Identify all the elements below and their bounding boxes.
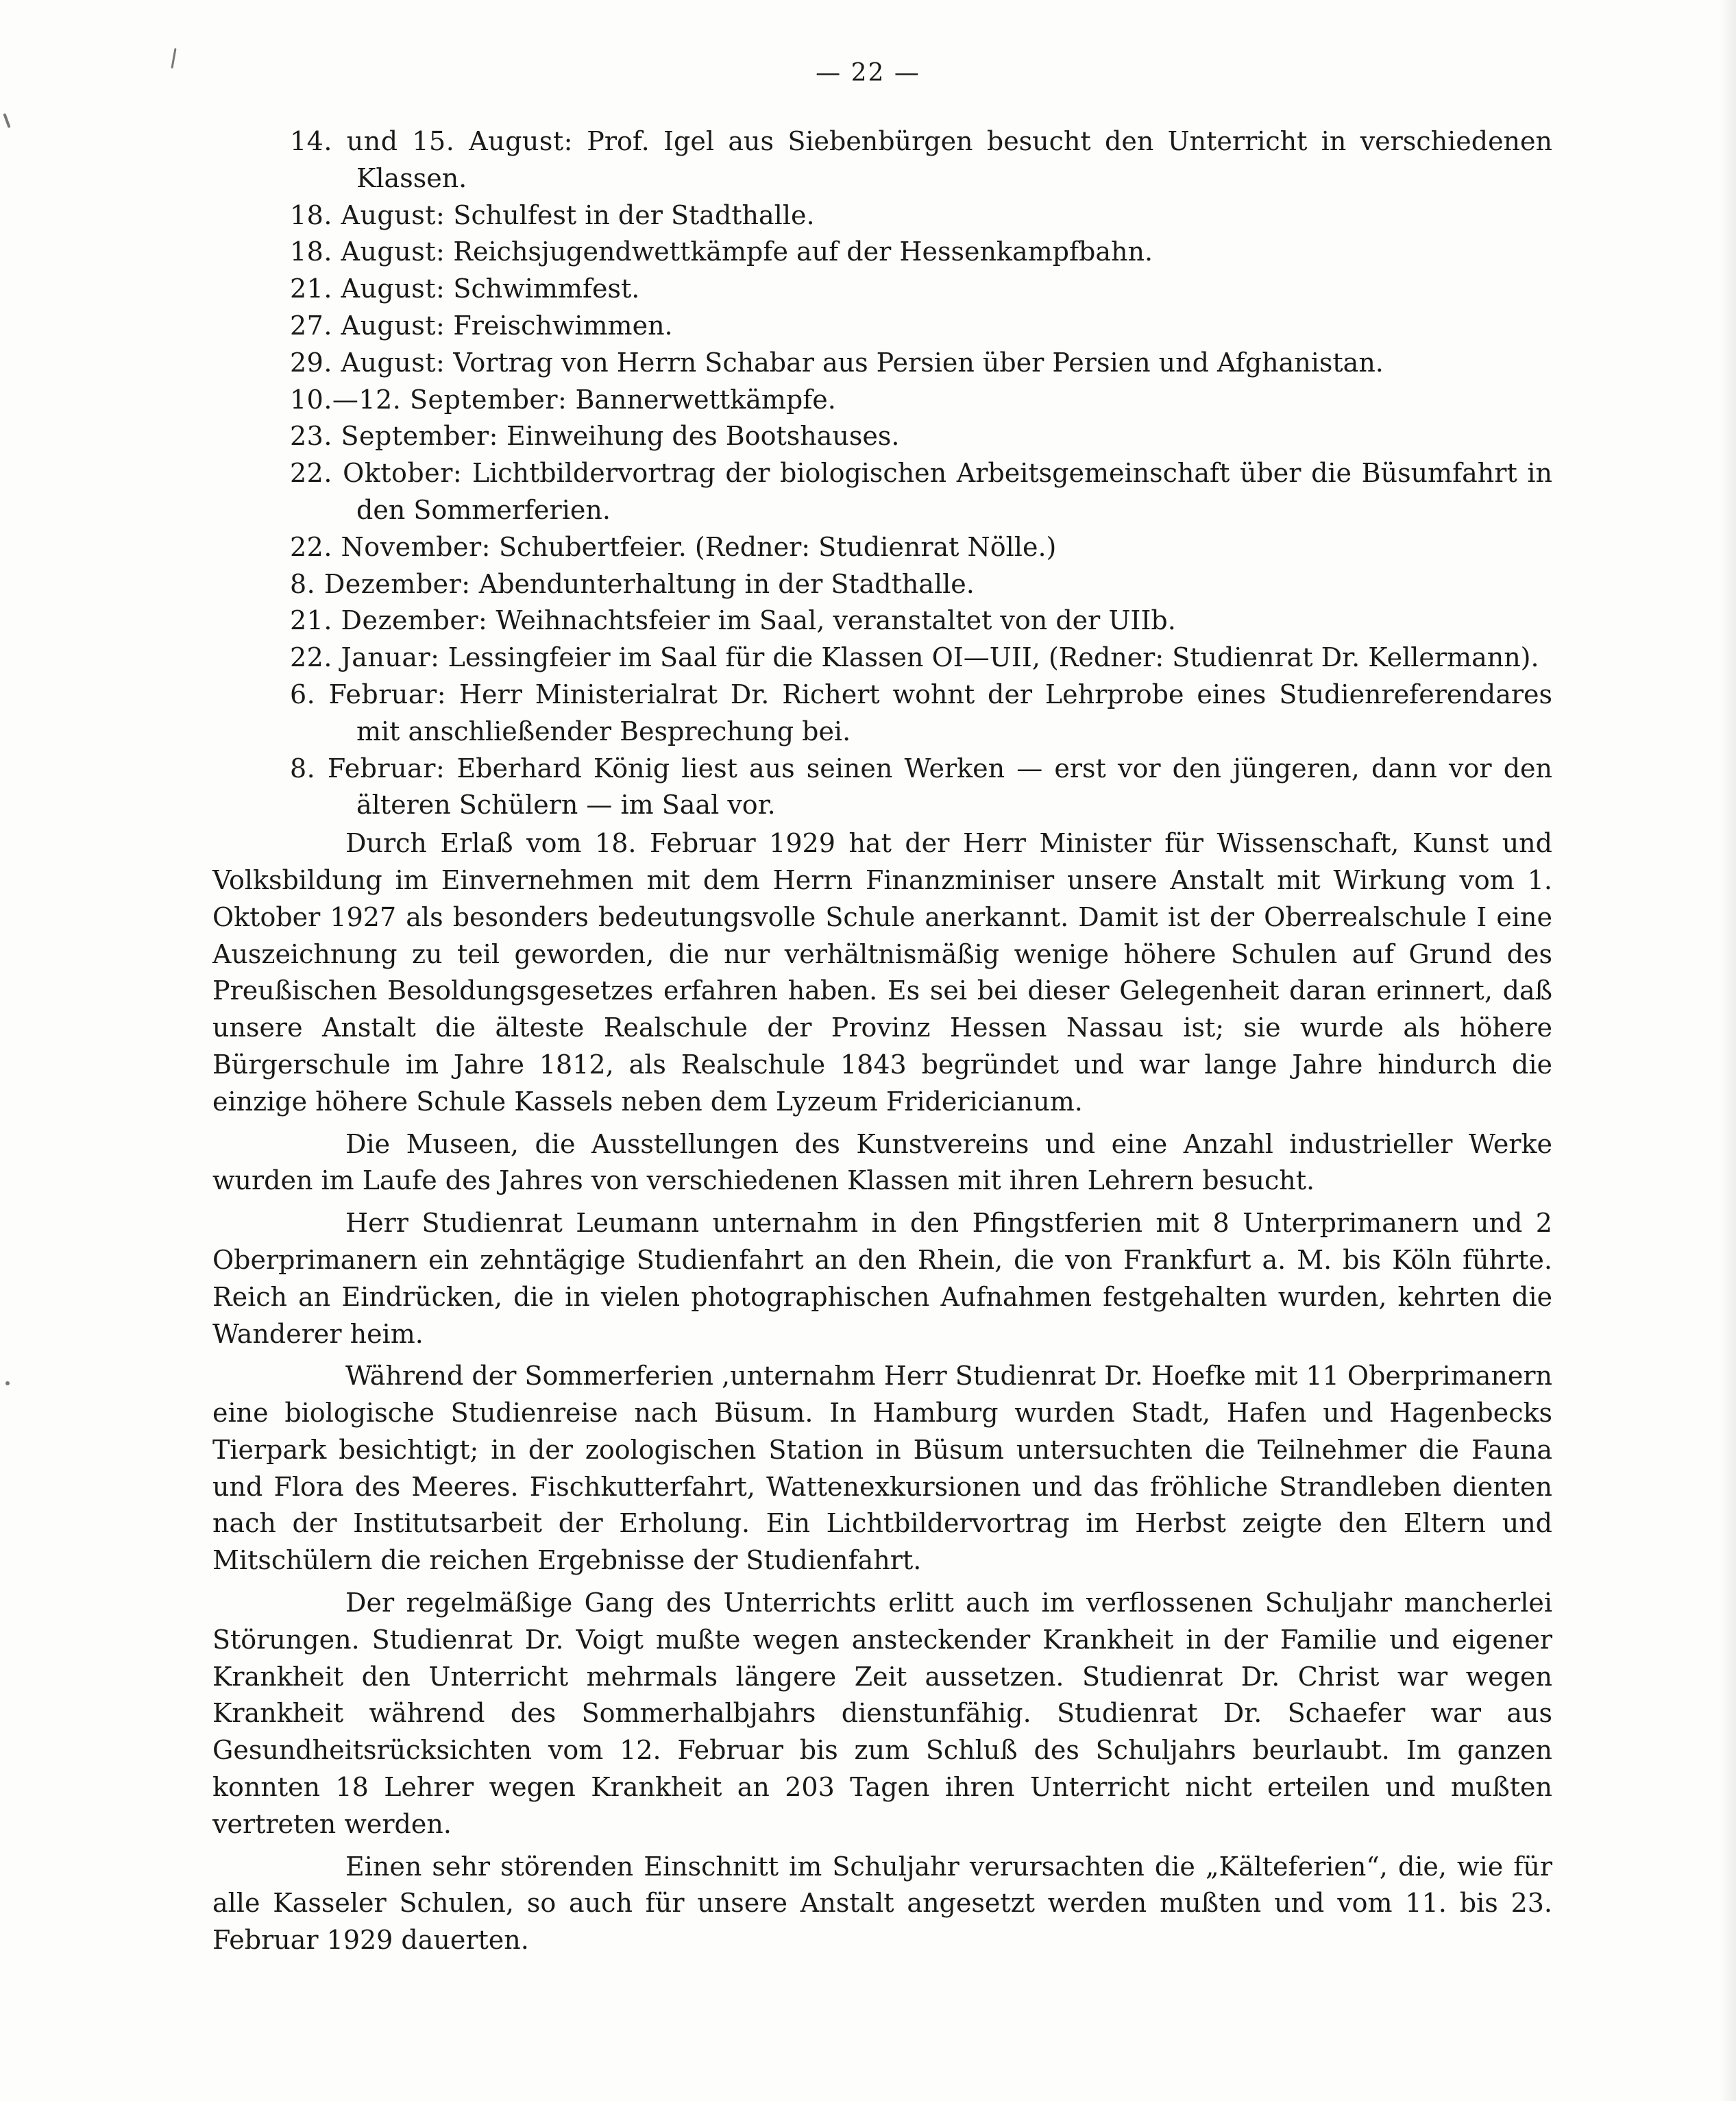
entry-text: Reichsjugendwettkämpfe auf der Hessenkampfbahn. [453,236,1153,267]
chronicle-entry [212,529,1552,566]
chronicle-entry [212,640,1552,677]
paragraph-cold-holidays: Einen sehr störenden Einschnitt im Schuljahr verursachten die „Kälteferien“, die, wie für alle Kasseler Schulen, so auch für unsere Anstalt angesetzt werden mußten und vom 11. bis 23. Februar 1929 dauerten. [212,1851,1552,1956]
chronicle-entry [212,308,1552,345]
chronicle-list [212,123,1552,824]
page-edge-shadow [1720,0,1736,2101]
entry-text: Weihnachtsfeier im Saal, veranstaltet von der UIIb. [496,605,1176,636]
paragraph-recognition: Durch Erlaß vom 18. Februar 1929 hat der Herr Minister für Wissenschaft, Kunst und Volksbildung im Einvernehmen mit dem Herrn Finanzminiser unsere Anstalt mit Wirkung vom 1. Oktober 1927 als besonders bedeutungsvolle Schule anerkannt. Damit ist der Oberrealschule I eine Auszeichnung zu teil geworden, die nur verhältnismäßig wenige höhere Schulen auf Grund des Preußischen Besoldungsgesetzes erfahren haben. Es sei bei dieser Gelegenheit daran erinnert, daß unsere Anstalt die älteste Realschule der Provinz Hessen Nassau ist; sie wurde als höhere Bürgerschule im Jahre 1812, als Realschule 1843 begründet und war lange Jahre hindurch die einzige höhere Schule Kassels neben dem Lyzeum Fridericianum. [212,828,1552,1117]
paragraph-visits: Die Museen, die Ausstellungen des Kunstvereins und eine Anzahl industrieller Werke wurden im Laufe des Jahres von verschiedenen Klassen mit ihren Lehrern besucht. [212,1128,1552,1196]
chronicle-entry [212,382,1552,419]
chronicle-entry [212,566,1552,603]
entry-date: 22. Oktober: [290,458,463,489]
chronicle-entry [212,455,1552,529]
chronicle-entry [212,271,1552,308]
entry-date: 23. September: [290,421,498,452]
chronicle-entry [212,234,1552,271]
paragraph-disruptions: Der regelmäßige Gang des Unterrichts erlitt auch im verflossenen Schuljahr mancherlei Störungen. Studienrat Dr. Voigt mußte wegen ansteckender Krankheit in der Familie und eigener Krankheit den Unterricht mehrmals längere Zeit aussetzen. Studienrat Dr. Christ war wegen Krankheit während des Sommerhalbjahrs dienstunfähig. Studienrat Dr. Schaefer war aus Gesundheitsrücksichten vom 12. Februar bis zum Schluß des Schuljahrs beurlaubt. Im ganzen konnten 18 Lehrer wegen Krankheit an 203 Tagen ihren Unterricht nicht erteilen und mußten vertreten werden. [212,1588,1552,1839]
entry-text: Schwimmfest. [453,274,640,304]
entry-date: 8. Februar: [290,753,445,784]
chronicle-entry [212,751,1552,825]
entry-date: 10.—12. September: [290,384,567,415]
entry-text: Eberhard König liest aus seinen Werken — erst vor den jüngeren, dann vor den älteren Schülern — im Saal vor. [356,753,1552,821]
scan-mark [5,1381,10,1385]
entry-text: Prof. Igel aus Siebenbürgen besucht den Unterricht in verschiedenen Klassen. [356,126,1552,193]
chronicle-entry [212,345,1552,382]
entry-text: Lessingfeier im Saal für die Klassen OI—UII, (Redner: Studienrat Dr. Kellermann). [448,642,1539,673]
chronicle-entry [212,197,1552,234]
chronicle-entry [212,603,1552,640]
entry-date: 27. August: [290,310,445,341]
entry-date: 22. November: [290,531,491,562]
entry-text: Abendunterhaltung in der Stadthalle. [478,568,975,599]
chronicle-entry [212,418,1552,455]
entry-date: 14. und 15. August: [290,126,573,156]
entry-text: Lichtbildervortrag der biologischen Arbeitsgemeinschaft über die Büsumfahrt in den Sommerferien. [356,458,1552,525]
entry-date: 29. August: [290,347,445,378]
paragraph-rhine-trip: Herr Studienrat Leumann unternahm in den Pfingstferien mit 8 Unterprimanern und 2 Oberprimanern ein zehntägige Studienfahrt an den Rhein, die von Frankfurt a. M. bis Köln führte. Reich an Eindrücken, die in vielen photographischen Aufnahmen festgehalten wurden, kehrten die Wanderer heim. [212,1208,1552,1349]
entry-text: Einweihung des Bootshauses. [506,421,900,452]
entry-date: 8. Dezember: [290,568,471,599]
entry-date: 18. August: [290,199,445,230]
entry-text: Herr Ministerialrat Dr. Richert wohnt der Lehrprobe eines Studienreferendares mit anschließender Besprechung bei. [356,679,1553,746]
entry-text: Freischwimmen. [453,310,673,341]
entry-date: 18. August: [290,236,445,267]
entry-text: Bannerwettkämpfe. [575,384,836,415]
entry-date: 21. August: [290,274,445,304]
scan-mark [3,113,10,128]
entry-date: 6. Februar: [290,679,447,709]
entry-text: Schulfest in der Stadthalle. [453,199,815,230]
chronicle-entry [212,677,1552,751]
entry-date: 21. Dezember: [290,605,488,636]
entry-text: Vortrag von Herrn Schabar aus Persien über Persien und Afghanistan. [453,347,1384,378]
paragraph-buesum-trip: Während der Sommerferien ,unternahm Herr Studienrat Dr. Hoefke mit 11 Oberprimanern eine biologische Studienreise nach Büsum. In Hamburg wurden Stadt, Hafen und Hagenbecks Tierpark besichtigt; in der zoologischen Station in Büsum untersuchten die Teilnehmer die Fauna und Flora des Meeres. Fischkutterfahrt, Wattenexkursionen und das fröhliche Strandleben dienten nach der Institutsarbeit der Erholung. Ein Lichtbildervortrag im Herbst zeigte den Eltern und Mitschülern die reichen Ergebnisse der Studienfahrt. [212,1361,1552,1576]
page-body [212,123,1552,1959]
page-number: — 22 — [816,59,920,87]
entry-date: 22. Januar: [290,642,440,673]
chronicle-entry [212,123,1552,197]
entry-text: Schubertfeier. (Redner: Studienrat Nölle.) [499,531,1057,562]
